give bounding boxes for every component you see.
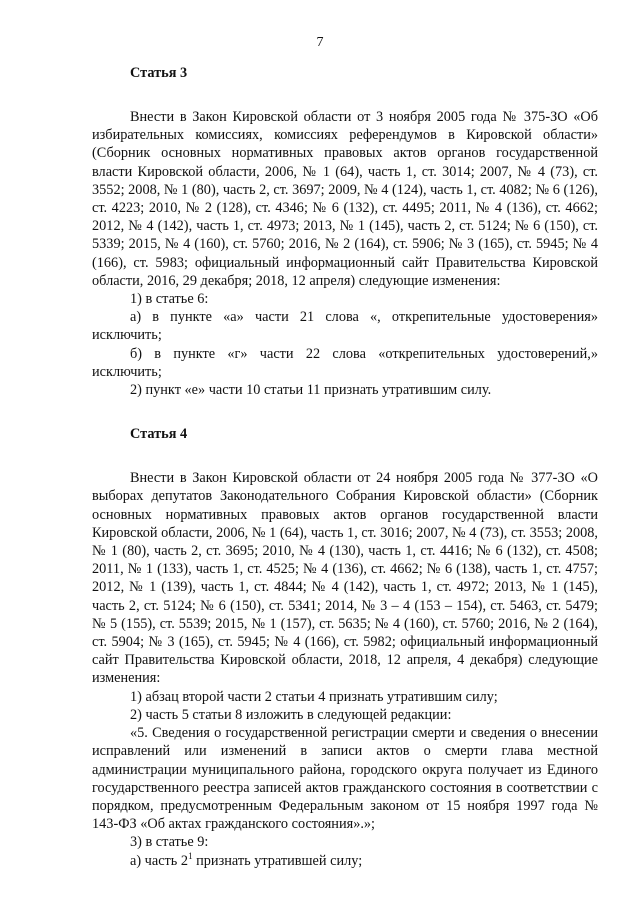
article-4-item-3a <box>92 852 598 870</box>
article-3-item-2: 2) пункт «е» части 10 статьи 11 признать утратившим силу. <box>130 382 492 399</box>
item-3a-text-after: признать утратившей силу; <box>192 852 363 869</box>
item-3a-superscript: 1 <box>188 850 193 861</box>
article-4-quote: «5. Сведения о государственной регистрации смерти и сведения о внесении исправлений или изменений в записи актов о смерти глава местной администрации муниципального района, городского округа получает из Единого государственного реестра записей актов гражданского состояния в соответствии с порядком, предусмотренным Федеральным законом от 15 ноября 1997 года № 143-ФЗ «Об актах гражданского состояния».»; <box>92 725 598 833</box>
article-4-item-3: 3) в статье 9: <box>130 834 209 851</box>
article-4-heading: Статья 4 <box>130 426 188 443</box>
article-4-item-1: 1) абзац второй части 2 статьи 4 признать утратившим силу; <box>130 688 498 705</box>
article-3-item-1a: а) в пункте «а» части 21 слова «, открепительные удостоверения» исключить; <box>92 309 598 344</box>
article-3-heading: Статья 3 <box>130 65 188 81</box>
article-4-intro: Внести в Закон Кировской области от 24 ноября 2005 года № 377-ЗО «О выборах депутатов Законодательного Собрания Кировской области» (Сборник основных нормативных правовых актов органов государственной власти Кировской области, 2006, № 1 (64), часть 1, ст. 3016; 2007, № 4 (73), ст. 3553; 2008, № 1 (80), часть 2, ст. 3695; 2010, № 4 (130), часть 1, ст. 4416; № 6 (132), ст. 4508; 2011, № 1 (133), часть 1, ст. 4525; № 4 (136), ст. 4662; № 6 (138), часть 1, ст. 4757; 2012, № 1 (139), часть 1, ст. 4844; № 4 (142), часть 1, ст. 4972; 2013, № 1 (145), часть 2, ст. 5124; № 6 (150), ст. 5341; 2014, № 3 – 4 (153 – 154), ст. 5463, ст. 5479; № 5 (155), ст. 5539; 2015, № 1 (157), ст. 5635; № 4 (160), ст. 5760; 2016, № 2 (164), ст. 5904; № 3 (165), ст. 5945; № 4 (166), ст. 5982; официальный информационный сайт Правительства Кировской области, 2018, 12 апреля, 4 декабря) следующие изменения: <box>92 470 598 687</box>
article-3-item-1: 1) в статье 6: <box>130 291 209 308</box>
article-3-intro: Внести в Закон Кировской области от 3 ноября 2005 года № 375-ЗО «Об избирательных комиссиях, комиссиях референдумов в Кировской области» (Сборник основных нормативных правовых актов органов государственной власти Кировской области, 2006, № 1 (64), часть 1, ст. 3014; 2007, № 4 (73), ст. 3552; 2008, № 1 (80), часть 2, ст. 3697; 2009, № 4 (124), часть 1, ст. 4082; № 6 (126), ст. 4223; 2010, № 2 (128), ст. 4346; № 6 (132), ст. 4495; 2011, № 4 (136), ст. 4662; 2012, № 4 (142), часть 1, ст. 4973; 2013, № 1 (145), часть 2, ст. 5124; № 6 (150), ст. 5339; 2015, № 4 (160), ст. 5760; 2016, № 2 (164), ст. 5906; № 3 (165), ст. 5945; № 4 (166), ст. 5983; официальный информационный сайт Правительства Кировской области, 2016, 29 декабря; 2018, 12 апреля) следующие изменения: <box>92 109 598 289</box>
document-body <box>92 64 598 870</box>
item-3a-text-before: а) часть 2 <box>130 852 189 869</box>
article-4-item-2: 2) часть 5 статьи 8 изложить в следующей редакции: <box>130 706 452 723</box>
article-3-item-1b: б) в пункте «г» части 22 слова «открепительных удостоверений,» исключить; <box>92 345 598 380</box>
page-number: 7 <box>316 35 324 50</box>
